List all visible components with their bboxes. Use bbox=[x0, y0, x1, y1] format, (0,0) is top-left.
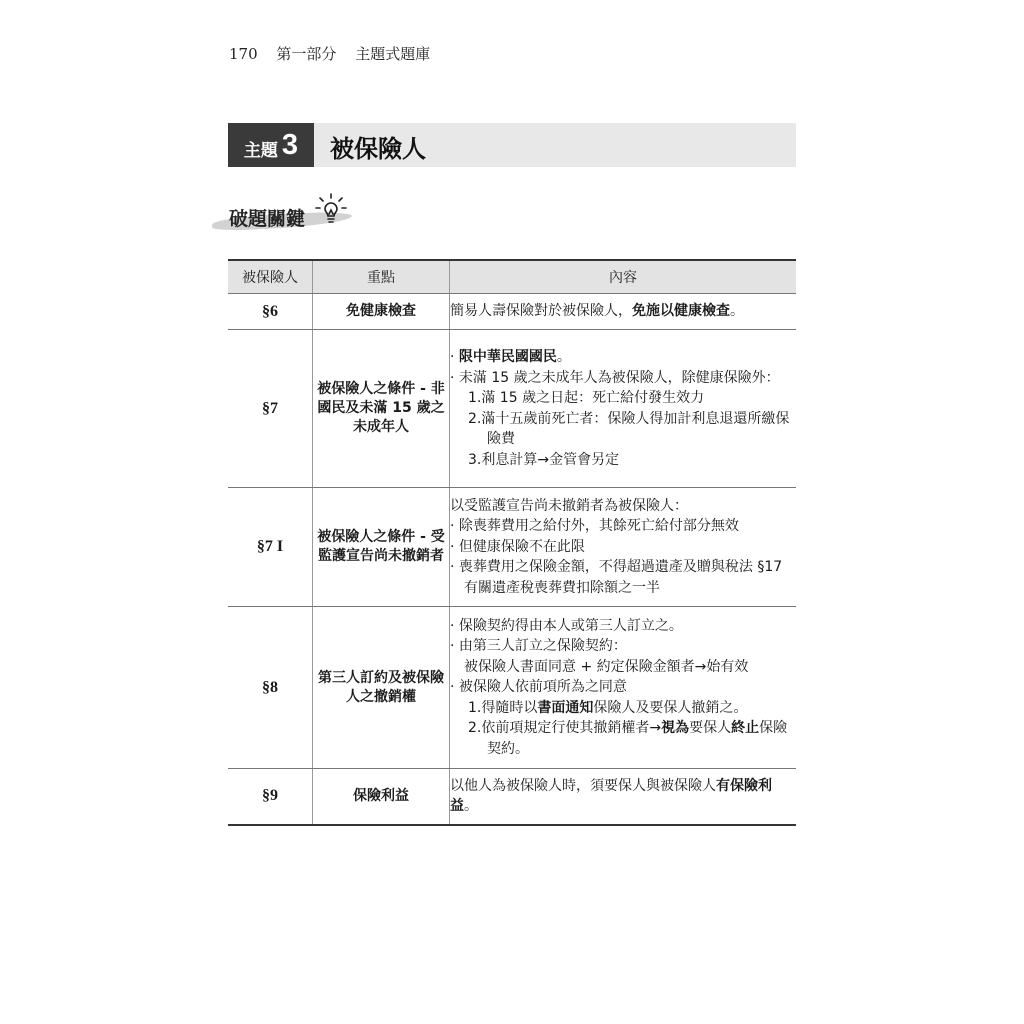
section-cell: §9 bbox=[228, 769, 313, 825]
content-line: · 除喪葬費用之給付外，其餘死亡給付部分無效 bbox=[450, 518, 739, 535]
content-text: 要保人 bbox=[689, 720, 732, 737]
key-points-banner bbox=[212, 192, 362, 238]
page-header bbox=[229, 43, 444, 64]
content-cell bbox=[450, 488, 797, 607]
content-text: 以他人為被保險人時，須要保人與被保險人 bbox=[450, 777, 716, 794]
content-line: 以受監護宣告尚未撤銷者為被保險人： bbox=[450, 497, 688, 514]
section-cell: §8 bbox=[228, 607, 313, 769]
table-header-row bbox=[228, 260, 796, 294]
content-emphasis: 限中華民國國民 bbox=[458, 349, 557, 365]
topic-number: 3 bbox=[281, 128, 299, 161]
content-text: 保險人及要保人撤銷之。 bbox=[593, 699, 748, 716]
content-emphasis: 視為 bbox=[661, 720, 690, 737]
table-row bbox=[228, 294, 796, 330]
insured-table bbox=[228, 259, 796, 826]
content-text: 2.依前項規定行使其撤銷權者→ bbox=[468, 720, 662, 737]
table-row bbox=[228, 330, 796, 488]
page-number: 170 bbox=[229, 45, 258, 63]
content-cell bbox=[450, 294, 797, 330]
topic-bar bbox=[228, 123, 796, 167]
content-emphasis: 終止 bbox=[731, 720, 760, 737]
content-line: 3.利息計算→金管會另定 bbox=[468, 451, 620, 468]
content-line: 1.滿 15 歲之日起：死亡給付發生效力 bbox=[468, 390, 705, 406]
content-line: · 喪葬費用之保險金額，不得超過遺產及贈與稅法 §17 有關遺產稅喪葬費扣除額之一半 bbox=[450, 559, 783, 596]
section-label: 主題式題庫 bbox=[355, 45, 431, 63]
point-cell: 被保險人之條件 - 非國民及未滿 15 歲之未成年人 bbox=[313, 330, 450, 488]
section-cell: §7 bbox=[228, 330, 313, 488]
content-emphasis: 免施以健康檢查 bbox=[632, 303, 730, 320]
content-emphasis: 書面通知 bbox=[537, 699, 594, 716]
content-line bbox=[450, 698, 796, 719]
point-cell: 第三人訂約及被保險人之撤銷權 bbox=[313, 607, 450, 769]
bullet: · bbox=[450, 349, 459, 365]
content-cell bbox=[450, 607, 797, 769]
section-cell: §6 bbox=[228, 294, 313, 330]
content-text: 保險契約。 bbox=[487, 720, 788, 757]
topic-label: 主題 bbox=[243, 140, 278, 161]
point-cell: 保險利益 bbox=[313, 769, 450, 825]
table-row bbox=[228, 607, 796, 769]
point-cell: 免健康檢查 bbox=[313, 294, 450, 330]
key-points-label: 破題關鍵 bbox=[229, 208, 306, 230]
content-line bbox=[450, 718, 796, 759]
content-text: 1.得隨時以 bbox=[468, 699, 538, 716]
col-header-insured: 被保險人 bbox=[228, 260, 313, 294]
topic-title: 被保險人 bbox=[330, 135, 426, 163]
content-text: 。 bbox=[464, 798, 478, 815]
content-text: 簡易人壽保險對於被保險人， bbox=[450, 303, 632, 320]
point-cell: 被保險人之條件 - 受監護宣告尚未撤銷者 bbox=[313, 488, 450, 607]
content-line: · 保險契約得由本人或第三人訂立之。 bbox=[450, 617, 683, 634]
content-line bbox=[450, 347, 796, 368]
lightbulb-icon bbox=[314, 192, 348, 226]
col-header-point: 重點 bbox=[313, 260, 450, 294]
content-line: · 未滿 15 歲之未成年人為被保險人，除健康保險外： bbox=[450, 369, 780, 386]
table-row bbox=[228, 769, 796, 825]
content-text: 。 bbox=[556, 349, 571, 365]
part-label: 第一部分 bbox=[276, 45, 337, 63]
content-cell bbox=[450, 769, 797, 825]
topic-badge bbox=[228, 123, 314, 167]
table-row bbox=[228, 488, 796, 607]
content-line: 2.滿十五歲前死亡者：保險人得加計利息退還所繳保險費 bbox=[468, 410, 790, 447]
content-cell bbox=[450, 330, 797, 488]
content-text: 。 bbox=[730, 303, 744, 320]
col-header-content: 內容 bbox=[450, 260, 797, 294]
content-line: · 但健康保險不在此限 bbox=[450, 538, 585, 555]
content-emphasis: 有保險利益 bbox=[450, 777, 772, 815]
section-cell: §7 I bbox=[228, 488, 313, 607]
content-line: · 由第三人訂立之保險契約： bbox=[450, 638, 627, 655]
content-line: · 被保險人依前項所為之同意 bbox=[450, 679, 627, 696]
content-line: 被保險人書面同意 + 約定保險金額者→始有效 bbox=[464, 658, 749, 675]
